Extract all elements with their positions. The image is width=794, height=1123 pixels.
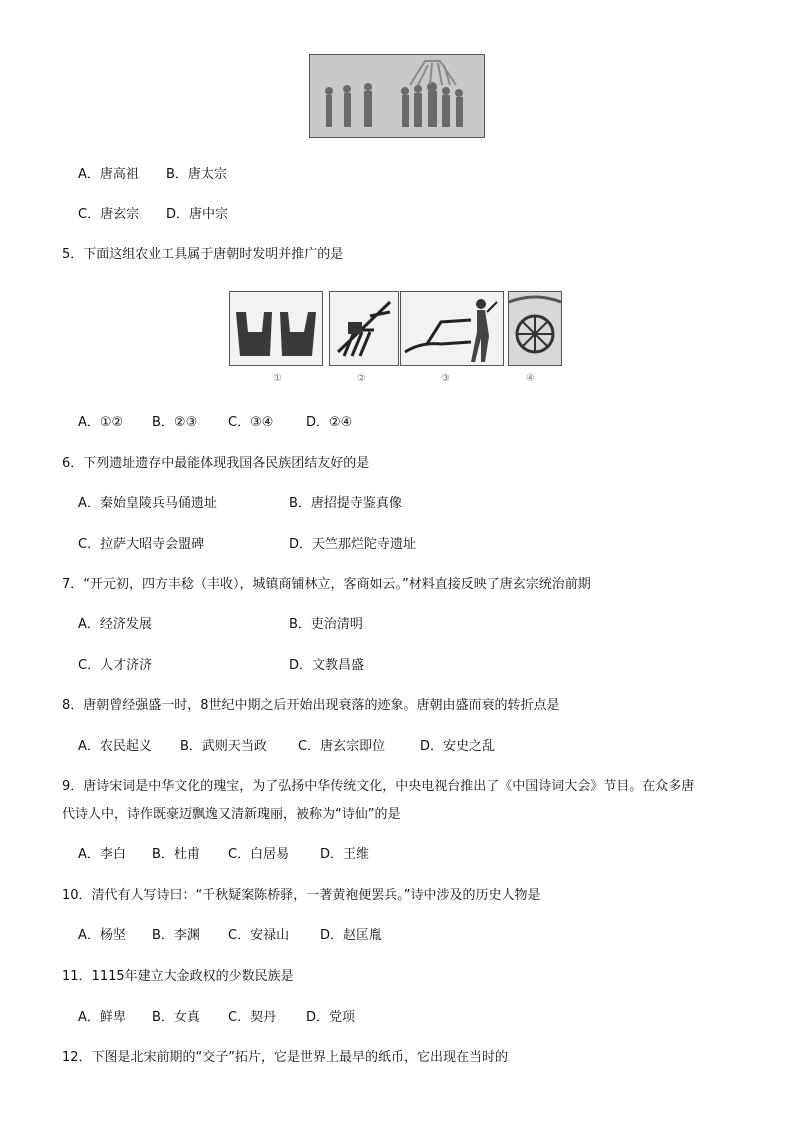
q4-option-a[interactable]: A．唐高祖	[78, 167, 139, 182]
q9-option-d[interactable]: D．王维	[320, 847, 370, 862]
q9-option-b[interactable]: B．杜甫	[152, 847, 200, 862]
q8-stem: 8．唐朝曾经强盛一时，8世纪中期之后开始出现衰落的迹象。唐朝由盛而衰的转折点是	[62, 698, 560, 713]
q10-option-d[interactable]: D．赵匡胤	[320, 928, 383, 943]
tool-image-1	[229, 291, 323, 366]
tool-image-4	[508, 291, 562, 366]
q8-option-d[interactable]: D．安史之乱	[420, 739, 496, 754]
q5-option-a[interactable]: A．①②	[78, 415, 124, 430]
q11-option-b[interactable]: B．女真	[152, 1010, 200, 1025]
q6-option-c[interactable]: C．拉萨大昭寺会盟碑	[78, 537, 205, 552]
tool-caption-4: ④	[526, 373, 535, 384]
q7-option-b[interactable]: B．吏治清明	[289, 617, 363, 632]
tool-caption-1: ①	[273, 373, 282, 384]
q8-option-a[interactable]: A．农民起义	[78, 739, 152, 754]
q10-option-b[interactable]: B．李渊	[152, 928, 200, 943]
q4-option-d[interactable]: D．唐中宗	[166, 207, 229, 222]
q9-stem-line-1: 9．唐诗宋词是中华文化的瑰宝，为了弘扬中华传统文化，中央电视台推出了《中国诗词大会》节目。在众多唐	[62, 779, 695, 794]
q7-option-a[interactable]: A．经济发展	[78, 617, 152, 632]
q5-option-d[interactable]: D．②④	[306, 415, 353, 430]
q11-option-a[interactable]: A．鲜卑	[78, 1010, 126, 1025]
q5-option-b[interactable]: B．②③	[152, 415, 198, 430]
tool-image-2	[329, 291, 399, 366]
q6-option-b[interactable]: B．唐招提寺鉴真像	[289, 496, 402, 511]
q4-option-c[interactable]: C．唐玄宗	[78, 207, 140, 222]
q5-stem: 5．下面这组农业工具属于唐朝时发明并推广的是	[62, 247, 344, 262]
q11-option-d[interactable]: D．党项	[306, 1010, 356, 1025]
q11-option-c[interactable]: C．契丹	[228, 1010, 277, 1025]
q6-option-d[interactable]: D．天竺那烂陀寺遗址	[289, 537, 417, 552]
painting-image	[309, 54, 485, 138]
q11-stem: 11．1115年建立大金政权的少数民族是	[62, 969, 294, 984]
q12-stem: 12．下图是北宋前期的“交子”拓片，它是世界上最早的纸币，它出现在当时的	[62, 1050, 509, 1065]
q7-option-c[interactable]: C．人才济济	[78, 658, 153, 673]
q9-stem-line-2: 代诗人中，诗作既豪迈飘逸又清新瑰丽，被称为“诗仙”的是	[62, 807, 401, 822]
q10-stem: 10．清代有人写诗曰：“千秋疑案陈桥驿，一著黄袍便罢兵。”诗中涉及的历史人物是	[62, 888, 541, 903]
q9-option-c[interactable]: C．白居易	[228, 847, 290, 862]
q4-option-b[interactable]: B．唐太宗	[166, 167, 227, 182]
q10-option-a[interactable]: A．杨坚	[78, 928, 126, 943]
q9-option-a[interactable]: A．李白	[78, 847, 126, 862]
tool-image-3	[400, 291, 504, 366]
q8-option-b[interactable]: B．武则天当政	[180, 739, 267, 754]
q6-option-a[interactable]: A．秦始皇陵兵马俑遗址	[78, 496, 217, 511]
q8-option-c[interactable]: C．唐玄宗即位	[298, 739, 386, 754]
tool-caption-3: ③	[441, 373, 450, 384]
q7-option-d[interactable]: D．文教昌盛	[289, 658, 365, 673]
q6-stem: 6．下列遗址遗存中最能体现我国各民族团结友好的是	[62, 456, 370, 471]
q10-option-c[interactable]: C．安禄山	[228, 928, 290, 943]
tool-caption-2: ②	[357, 373, 366, 384]
q5-option-c[interactable]: C．③④	[228, 415, 274, 430]
q7-stem: 7．“开元初，四方丰稔（丰收），城镇商铺林立，客商如云。”材料直接反映了唐玄宗统治前期	[62, 577, 591, 592]
